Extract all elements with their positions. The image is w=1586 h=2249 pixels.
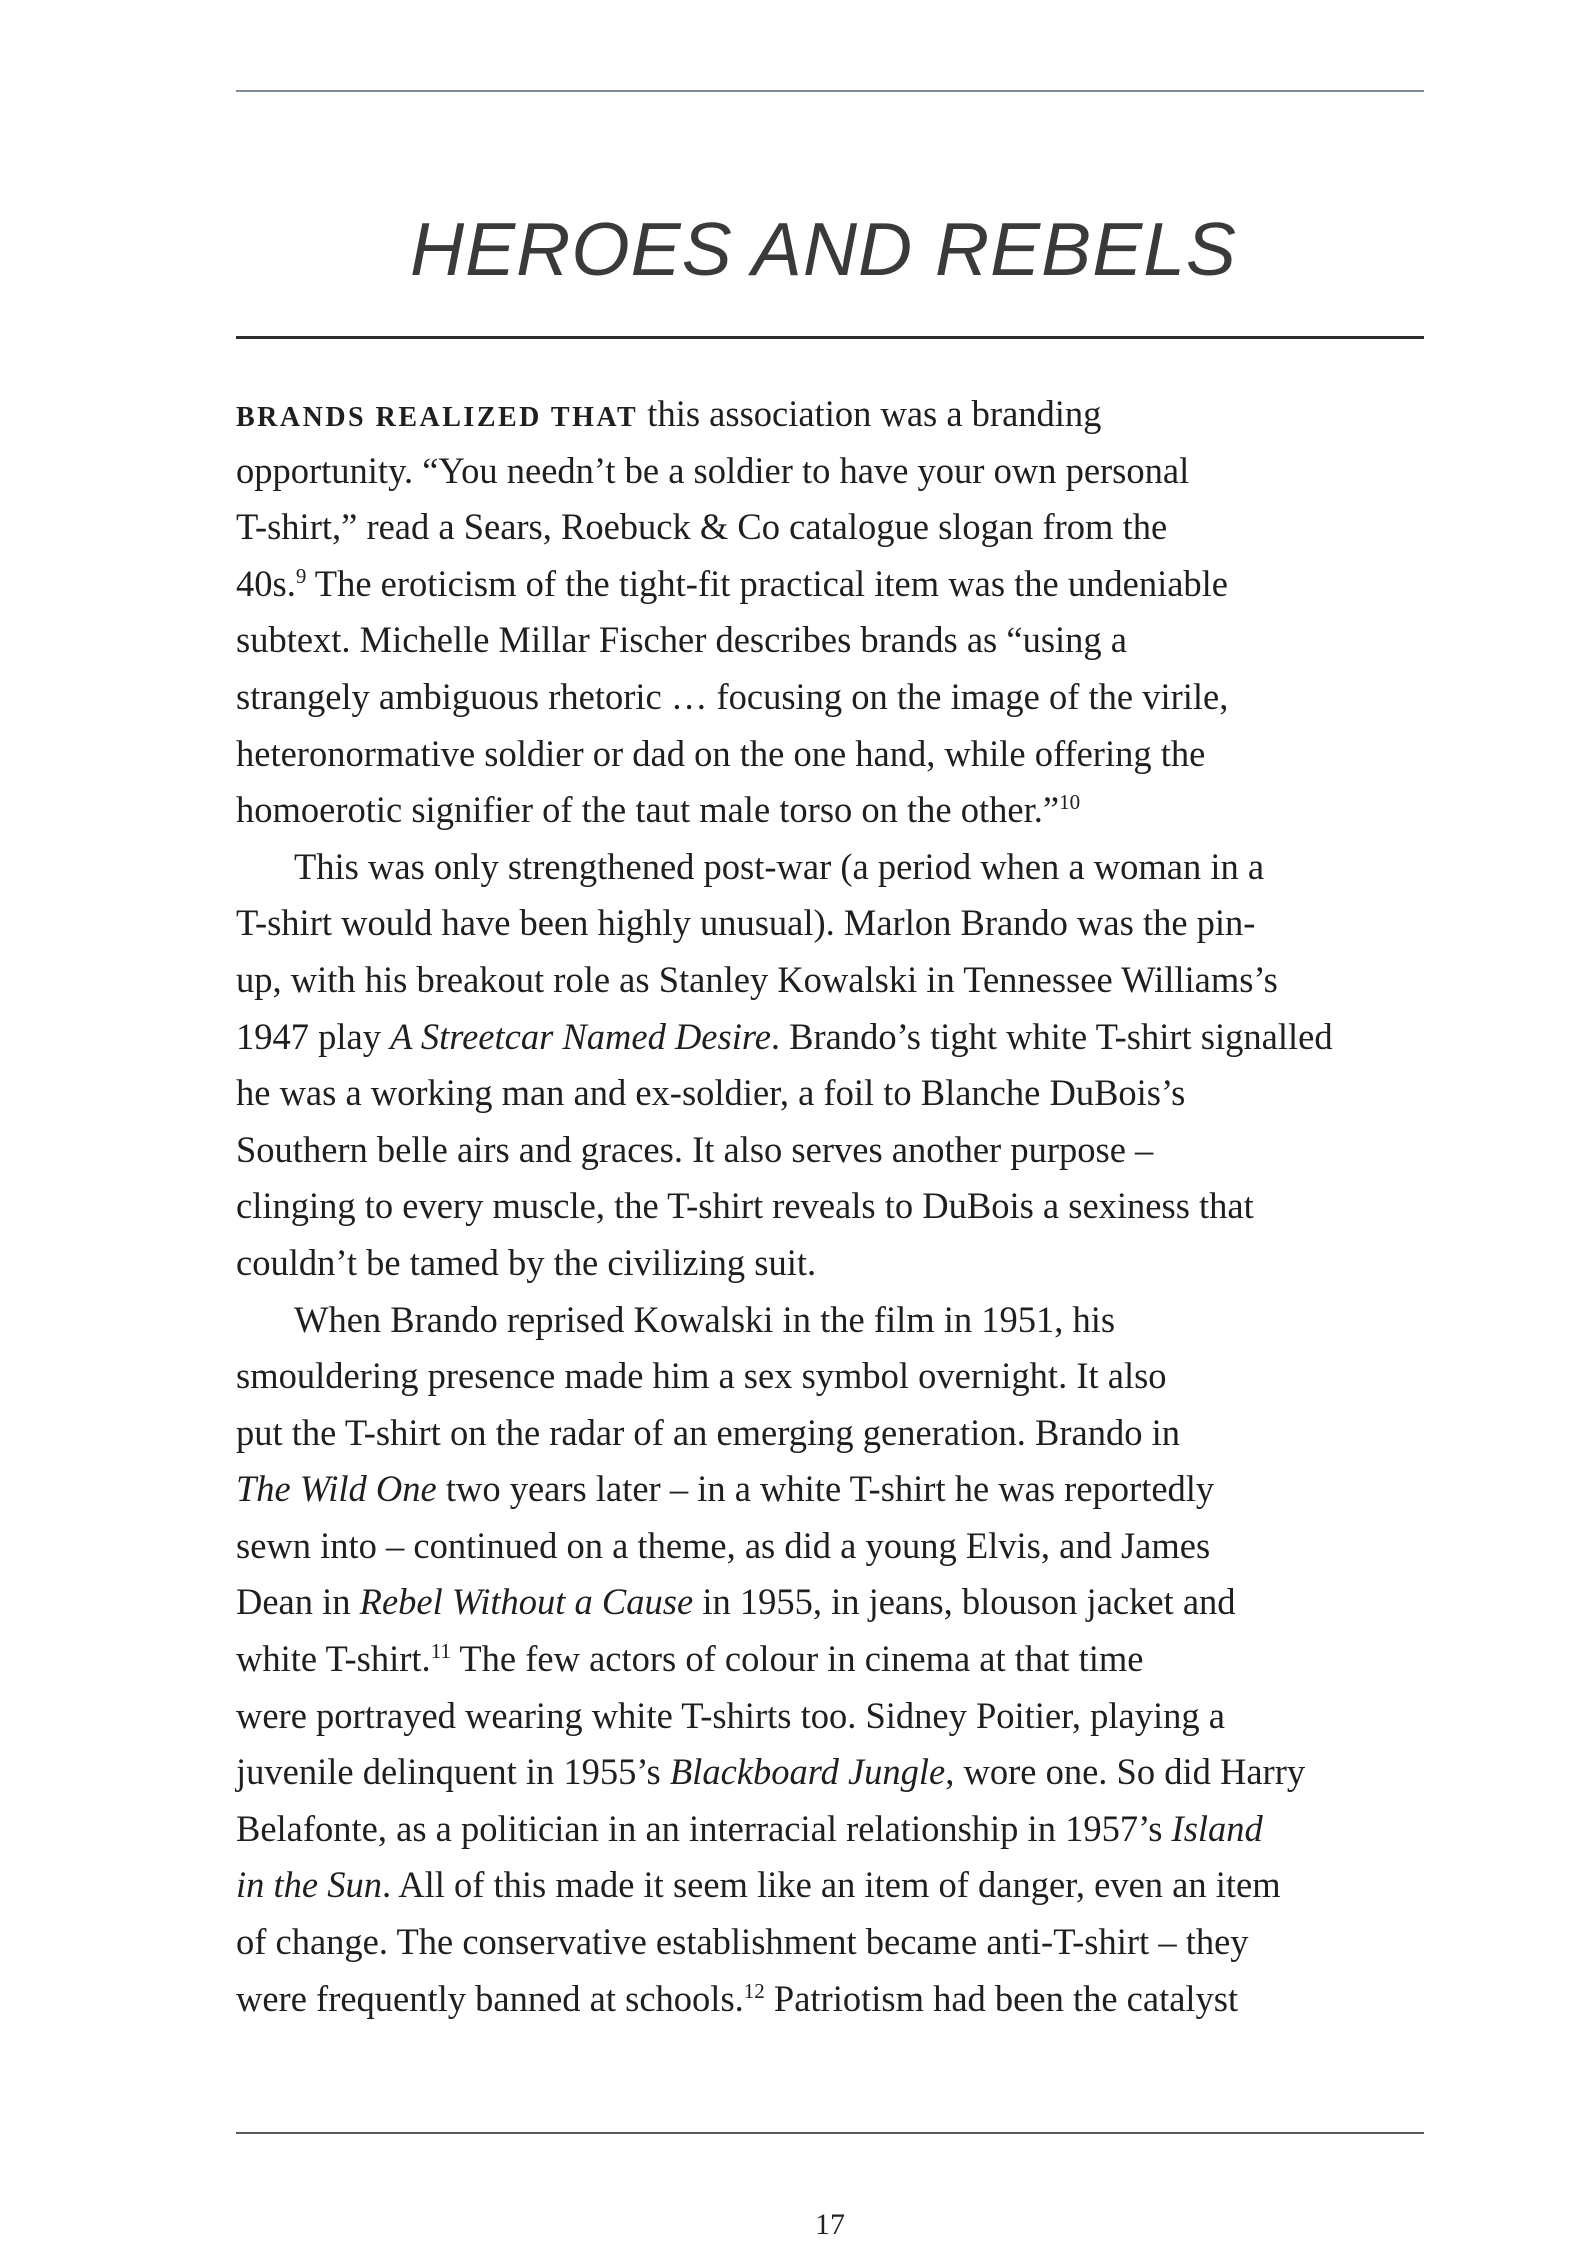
text-line: strangely ambiguous rhetoric … focusing on the image of the virile, xyxy=(236,675,1229,717)
text-line: sewn into – continued on a theme, as did a young Elvis, and James xyxy=(236,1524,1211,1566)
text-line: juvenile delinquent in 1955’s Blackboard Jungle, wore one. So did Harry xyxy=(236,1751,1306,1793)
text-line: T-shirt,” read a Sears, Roebuck & Co catalogue slogan from the xyxy=(236,506,1168,548)
text-line: subtext. Michelle Millar Fischer describes brands as “using a xyxy=(236,619,1127,661)
header-rule xyxy=(236,90,1424,92)
text-line: The Wild One two years later – in a white T-shirt he was reportedly xyxy=(236,1468,1215,1510)
work-title: Rebel Without a Cause xyxy=(359,1581,694,1623)
text-line: in the Sun. All of this made it seem like an item of danger, even an item xyxy=(236,1864,1281,1906)
work-title: Island xyxy=(1171,1807,1263,1849)
footnote-ref: 12 xyxy=(743,1978,765,2003)
body-text xyxy=(236,386,1416,2027)
text-line: 40s.$^9$ The eroticism of the tight-fit practical item was the undeniable xyxy=(236,562,1229,604)
work-title: Blackboard Jungle xyxy=(669,1751,946,1793)
text-line: BRANDS REALIZED THAT this association was a branding xyxy=(236,393,1102,434)
title-rule xyxy=(236,336,1424,339)
text-line: clinging to every muscle, the T-shirt reveals to DuBois a sexiness that xyxy=(236,1185,1254,1227)
lead-in: BRANDS REALIZED THAT xyxy=(236,402,639,433)
page-number: 17 xyxy=(815,2208,845,2241)
text-line: white T-shirt.$^{11}$ The few actors of colour in cinema at that time xyxy=(236,1638,1144,1680)
work-title: in the Sun xyxy=(236,1864,382,1906)
text-line: smouldering presence made him a sex symbol overnight. It also xyxy=(236,1355,1167,1397)
footnote-ref: 9 xyxy=(295,563,307,588)
text-line: T-shirt would have been highly unusual). Marlon Brando was the pin- xyxy=(236,902,1256,944)
text-line: Dean in Rebel Without a Cause in 1955, in jeans, blouson jacket and xyxy=(236,1581,1236,1623)
text-line: put the T-shirt on the radar of an emerging generation. Brando in xyxy=(236,1411,1181,1453)
text-line: he was a working man and ex-soldier, a foil to Blanche DuBois’s xyxy=(236,1072,1186,1114)
footer-rule xyxy=(236,2132,1424,2134)
text-line: When Brando reprised Kowalski in the film in 1951, his xyxy=(294,1298,1116,1340)
text-line: heteronormative soldier or dad on the one hand, while offering the xyxy=(236,732,1206,774)
footnote-ref: 10 xyxy=(1059,790,1081,815)
work-title: The Wild One xyxy=(236,1468,437,1510)
footnote-ref: 11 xyxy=(430,1639,451,1664)
text-line: of change. The conservative establishment became anti-T-shirt – they xyxy=(236,1921,1249,1963)
chapter-title: HEROES AND REBELS xyxy=(410,207,1237,291)
text-line: 1947 play A Streetcar Named Desire. Brando’s tight white T-shirt signalled xyxy=(236,1015,1333,1057)
text-line: were portrayed wearing white T-shirts too. Sidney Poitier, playing a xyxy=(236,1694,1225,1736)
text-line: were frequently banned at schools.$^{12}$ Patriotism had been the catalyst xyxy=(236,1977,1239,2019)
text-line: This was only strengthened post-war (a period when a woman in a xyxy=(294,845,1265,887)
text-line: opportunity. “You needn’t be a soldier to have your own personal xyxy=(236,449,1190,491)
work-title: A Streetcar Named Desire xyxy=(390,1015,771,1057)
text-line: Southern belle airs and graces. It also serves another purpose – xyxy=(236,1128,1154,1170)
text-line: homoerotic signifier of the taut male torso on the other.”$^{10}$ xyxy=(236,789,1081,831)
text-line: Belafonte, as a politician in an interracial relationship in 1957’s Island xyxy=(236,1807,1263,1849)
text-line: up, with his breakout role as Stanley Kowalski in Tennessee Williams’s xyxy=(236,958,1278,1000)
text-line: couldn’t be tamed by the civilizing suit. xyxy=(236,1241,817,1283)
